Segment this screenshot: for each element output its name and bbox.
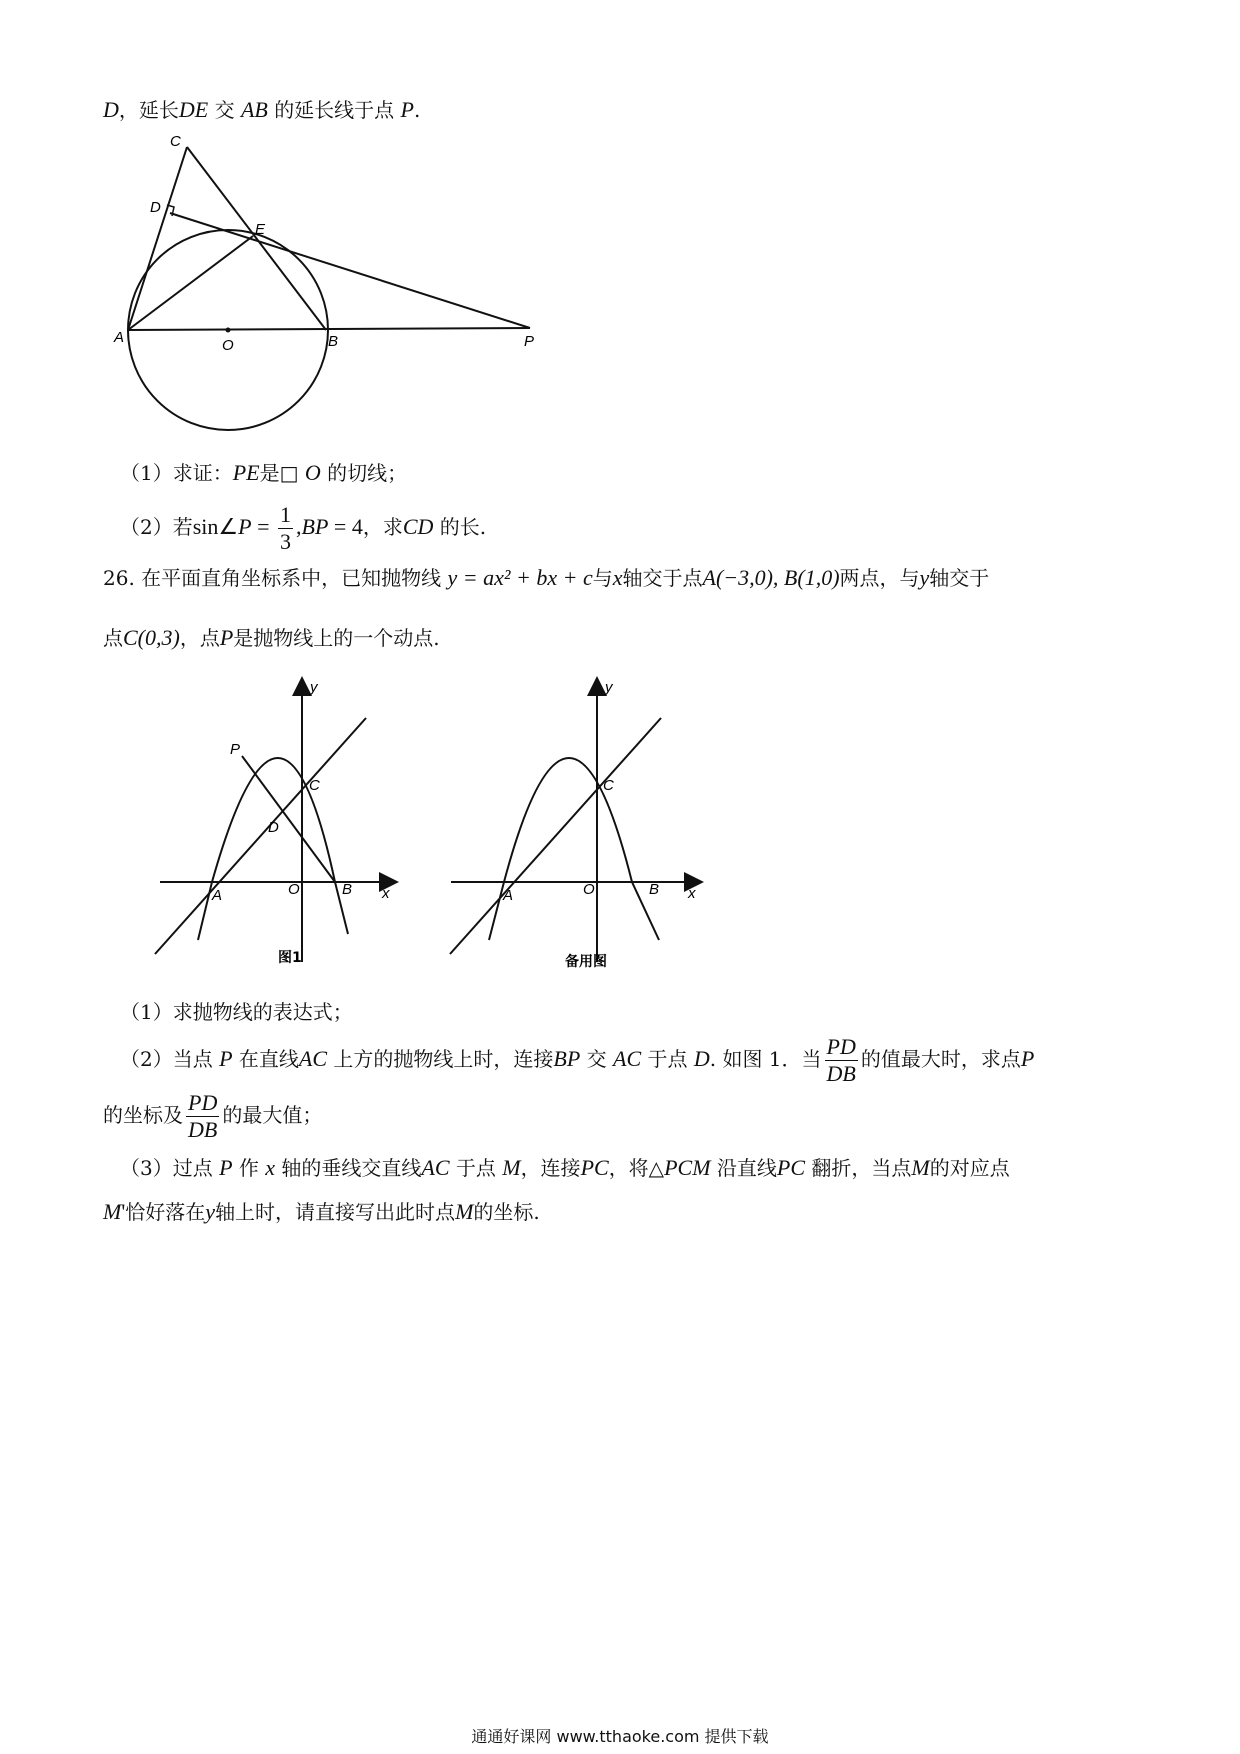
- graph-figure-1: [150, 672, 420, 982]
- q26-part2b: 的坐标及 $\frac{PD}{DB}$ 的最大值；: [103, 1090, 323, 1142]
- q26-part3: （3）过点 P 作 x 轴的垂线交直线AC 于点 M，连接PC，将△PCM 沿直线PC 翻折，当点M的对应点: [120, 1155, 1010, 1180]
- label-d: D: [150, 199, 161, 216]
- graph1-caption: 图1: [278, 950, 302, 966]
- graph1-label-p: P: [230, 741, 241, 758]
- graph1-label-o: O: [288, 881, 300, 898]
- graph2-label-c: C: [603, 777, 614, 794]
- graph2-caption: 备用图: [565, 954, 607, 970]
- label-b: B: [328, 333, 339, 350]
- page-footer: 通通好课网 www.tthaoke.com 提供下载: [471, 1727, 769, 1746]
- line-ae: [128, 236, 253, 330]
- q26-part3b: M'恰好落在y轴上时，请直接写出此时点M的坐标.: [103, 1199, 540, 1224]
- q26-line1: 26. 在平面直角坐标系中，已知抛物线 y = ax² + bx + c与x轴交于点A(−3,0), B(1,0)两点，与y轴交于: [103, 565, 990, 590]
- graph1-label-y: y: [310, 679, 318, 696]
- label-e: E: [255, 221, 266, 238]
- graph1-label-b: B: [342, 881, 353, 898]
- fraction-pd-db-2: $\frac{PD}{DB}$: [188, 1090, 218, 1142]
- graph1-label-c: C: [309, 777, 320, 794]
- graph2-label-x: x: [688, 885, 696, 902]
- line-ap: [128, 328, 530, 330]
- line-ac-1: [155, 718, 366, 954]
- q26-part2: （2）当点 P 在直线AC 上方的抛物线上时，连接BP 交 AC 于点 D. 如图 1．当 $\frac{PD}{DB}$ 的值最大时，求点P: [120, 1034, 1035, 1086]
- line-cb: [187, 147, 326, 330]
- graph2-label-y: y: [605, 679, 613, 696]
- fraction-pd-db: $\frac{PD}{DB}$: [826, 1034, 856, 1086]
- graph2-label-o: O: [583, 881, 595, 898]
- line-dp: [170, 213, 530, 328]
- line-ac: [128, 147, 187, 330]
- graph1-label-x: x: [382, 885, 390, 902]
- label-o: O: [222, 337, 234, 354]
- intro-line: D，延长DE 交 AB 的延长线于点 P.: [103, 97, 421, 122]
- q26-part1: （1）求抛物线的表达式；: [120, 1000, 353, 1024]
- q25-part1: （1）求证：PE是□ O 的切线；: [120, 460, 408, 485]
- graph2-label-b: B: [649, 881, 660, 898]
- graph-figure-2: [445, 672, 725, 982]
- line-ac-2: [450, 718, 661, 954]
- q26-line2: 点C(0,3)，点P是抛物线上的一个动点.: [103, 625, 440, 650]
- center-dot: [226, 328, 231, 333]
- fraction-one-third: $\frac{1}{3}$: [280, 502, 292, 554]
- geometry-figure: [110, 130, 560, 440]
- parabola-2: [489, 758, 659, 940]
- parabola-1: [198, 758, 348, 940]
- graph1-label-a: A: [212, 887, 223, 904]
- label-p: P: [524, 333, 535, 350]
- line-pb-1: [242, 756, 335, 882]
- q25-part2: （2）若sin∠P = $\frac{1}{3}$ ,BP = 4，求CD 的长.: [120, 502, 487, 554]
- label-a: A: [114, 329, 125, 346]
- graph2-label-a: A: [503, 887, 514, 904]
- label-c: C: [170, 133, 181, 150]
- graph1-label-d: D: [268, 819, 279, 836]
